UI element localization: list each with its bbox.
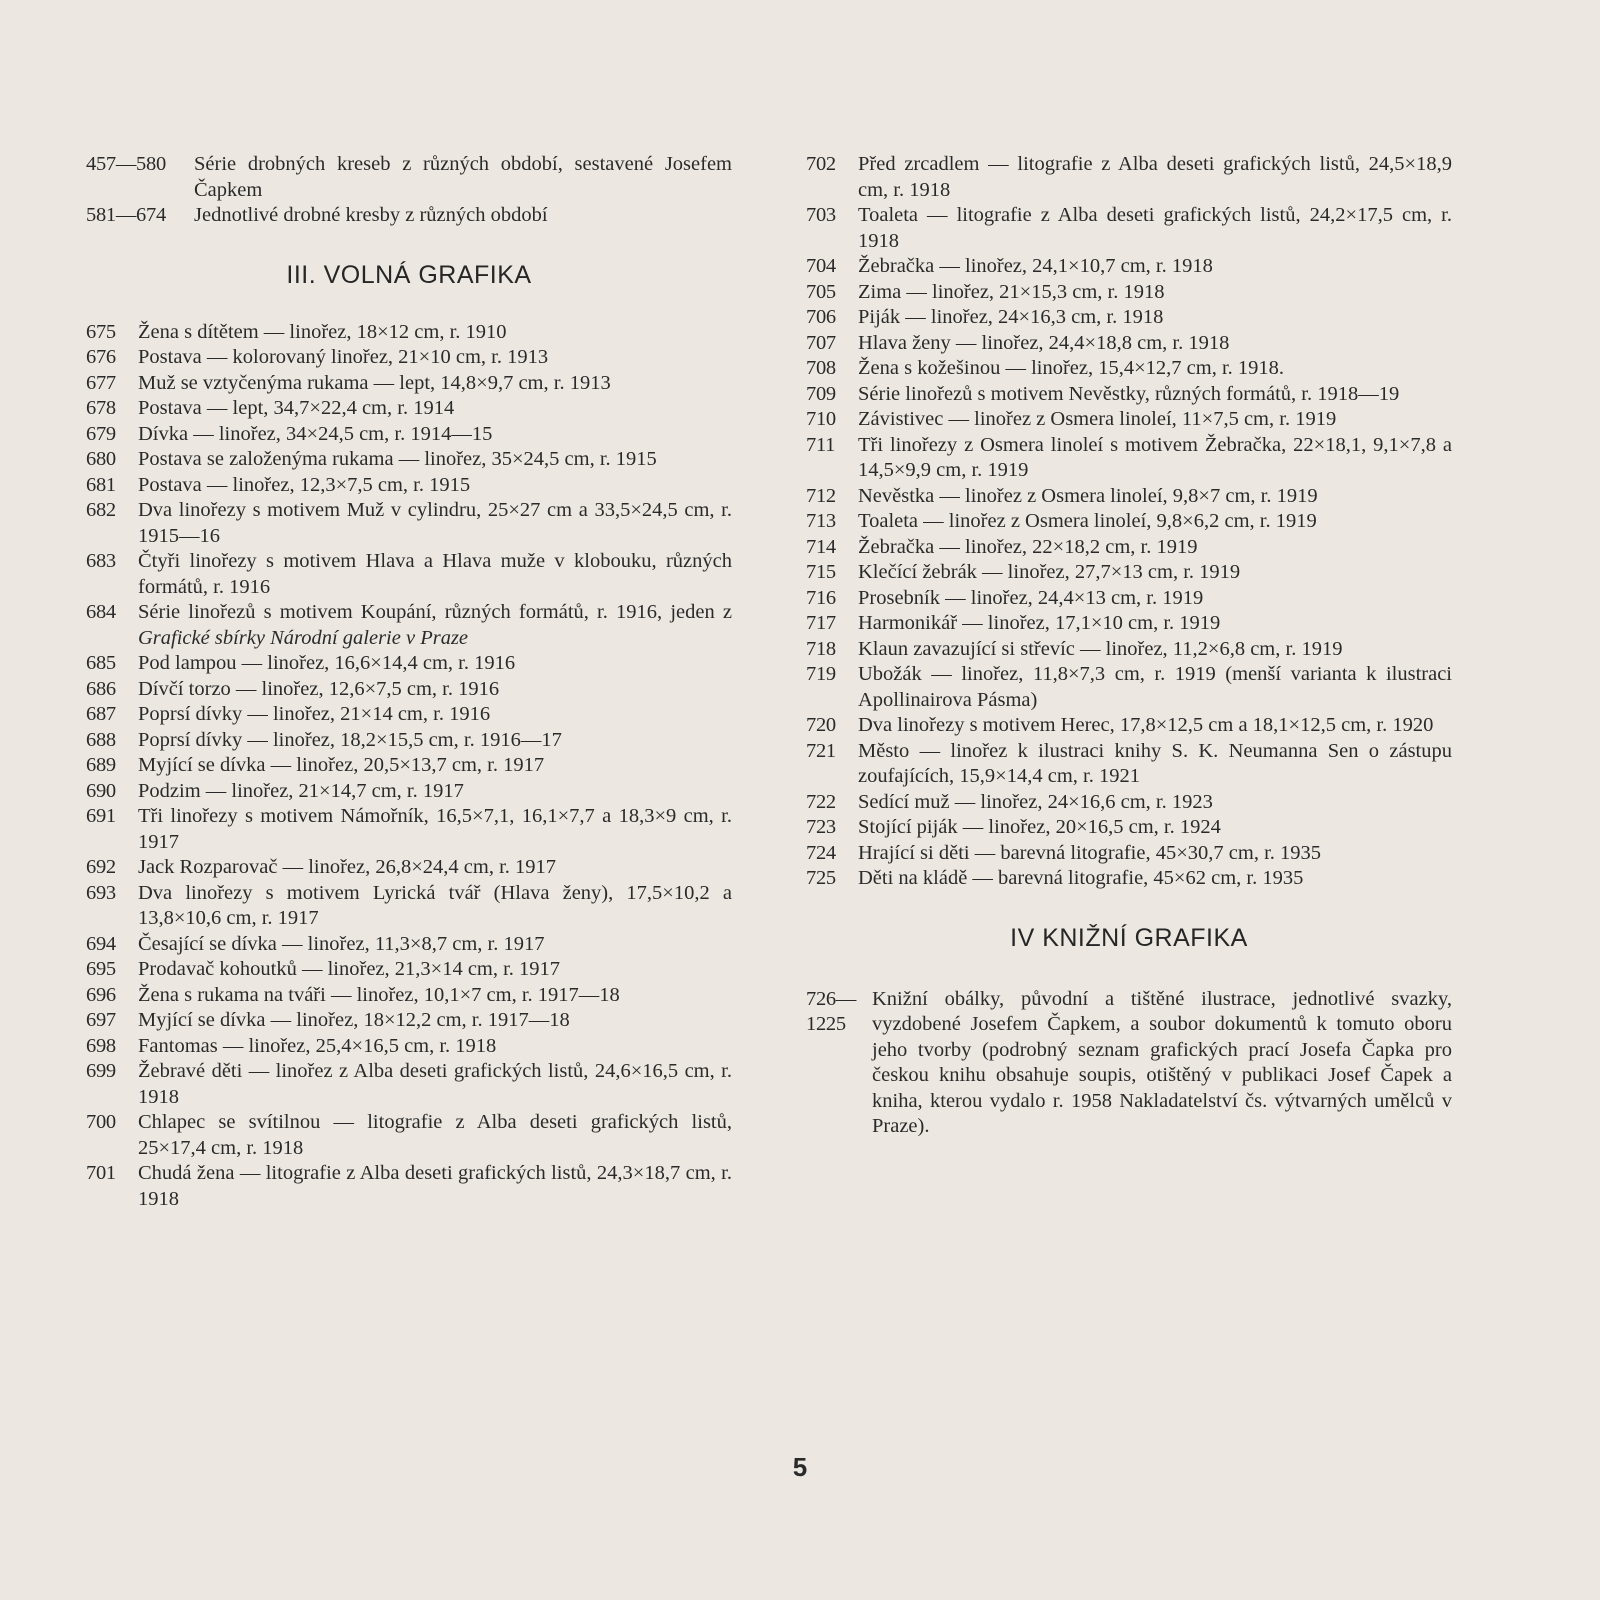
entry-text — [858, 841, 1452, 867]
entry-number: 677 — [86, 371, 116, 394]
entry-number: 693 — [86, 881, 116, 904]
entry-number: 722 — [806, 790, 836, 813]
catalogue-entry — [806, 305, 1452, 331]
entry-text-main: Myjící se dívka — linořez, 20,5×13,7 cm, r. 1917 — [138, 754, 545, 776]
entry-number: 675 — [86, 320, 116, 343]
catalogue-entry — [806, 331, 1452, 357]
entry-number: 716 — [806, 586, 836, 609]
entry-text-main: Tři linořezy z Osmera linoleí s motivem Žebračka, 22×18,1, 9,1×7,8 a 14,5×9,9 cm, r. 1919 — [858, 433, 1452, 481]
entry-text-main: Zima — linořez, 21×15,3 cm, r. 1918 — [858, 280, 1165, 303]
entry-text-main: Muž se vztyčenýma rukama — lept, 14,8×9,7 cm, r. 1913 — [138, 371, 611, 394]
catalogue-entry — [806, 407, 1452, 433]
entry-number: 702 — [806, 153, 836, 175]
entry-number: 692 — [86, 856, 116, 878]
entry-text — [858, 484, 1452, 510]
entry-text — [858, 356, 1452, 382]
catalogue-entry — [86, 855, 732, 881]
entry-text — [138, 651, 732, 677]
catalogue-entry — [86, 677, 732, 703]
entry-text-main: Poprsí dívky — linořez, 18,2×15,5 cm, r. 1916—17 — [138, 728, 562, 751]
entry-text-main: Žena s kožešinou — linořez, 15,4×12,7 cm, r. 1918. — [858, 357, 1285, 379]
entry-text — [858, 815, 1452, 841]
catalogue-entry — [86, 1034, 732, 1060]
entry-text-main: Děti na kládě — barevná litografie, 45×62 cm, r. 1935 — [858, 867, 1304, 889]
entry-text-main: Jack Rozparovač — linořez, 26,8×24,4 cm, r. 1917 — [138, 856, 557, 878]
entry-number: 703 — [806, 204, 836, 226]
entry-text — [138, 345, 732, 371]
entry-number: 676 — [86, 346, 116, 368]
entry-text-main: Prosebník — linořez, 24,4×13 cm, r. 1919 — [858, 586, 1204, 609]
entry-number: 700 — [86, 1111, 116, 1133]
entry-text — [138, 498, 732, 549]
catalogue-entry — [806, 254, 1452, 280]
catalogue-entry — [806, 560, 1452, 586]
entry-number: 581—674 — [86, 204, 166, 226]
entry-text — [138, 447, 732, 473]
entry-text-main: Jednotlivé drobné kresby z různých období — [194, 204, 548, 226]
entry-number: 457—580 — [86, 153, 166, 175]
catalogue-entry — [86, 345, 732, 371]
entry-number: 678 — [86, 397, 116, 419]
intro-entries — [86, 152, 732, 229]
entry-text — [858, 535, 1452, 561]
entry-number: 721 — [806, 739, 836, 762]
entry-text — [858, 305, 1452, 331]
left-column — [86, 152, 732, 1212]
catalogue-entry — [806, 535, 1452, 561]
catalogue-entry — [86, 447, 732, 473]
entry-number: 682 — [86, 499, 116, 521]
entry-text — [858, 203, 1452, 254]
entry-text — [138, 1034, 732, 1060]
section-heading-volna-grafika: III. VOLNÁ GRAFIKA — [286, 260, 532, 289]
entry-text-main: Postava se založenýma rukama — linořez, 35×24,5 cm, r. 1915 — [138, 448, 657, 470]
entry-text-main: Dívka — linořez, 34×24,5 cm, r. 1914—15 — [138, 422, 493, 445]
catalogue-entry — [86, 881, 732, 932]
catalogue-list-right — [806, 152, 1452, 892]
entry-text — [858, 280, 1452, 306]
entry-text — [138, 779, 732, 805]
entry-text — [138, 983, 732, 1009]
entry-number: 695 — [86, 958, 116, 980]
entry-text-main: Postava — linořez, 12,3×7,5 cm, r. 1915 — [138, 473, 471, 496]
entry-text-main: Žebračka — linořez, 22×18,2 cm, r. 1919 — [858, 535, 1198, 558]
catalogue-entry — [86, 728, 732, 754]
entry-text-main: Klaun zavazující si střevíc — linořez, 11,2×6,8 cm, r. 1919 — [858, 637, 1343, 660]
catalogue-entry — [86, 549, 732, 600]
entry-text-main: Hlava ženy — linořez, 24,4×18,8 cm, r. 1918 — [858, 331, 1230, 354]
entry-text — [858, 790, 1452, 816]
entry-text — [138, 473, 732, 499]
catalogue-entry — [806, 790, 1452, 816]
entry-text-main: Série linořezů s motivem Koupání, různých formátů, r. 1916, jeden z — [138, 601, 732, 623]
entry-text-main: Dva linořezy s motivem Muž v cylindru, 25×27 cm a 33,5×24,5 cm, r. 1915—16 — [138, 499, 732, 547]
entry-text-main: Série linořezů s motivem Nevěstky, různých formátů, r. 1918—19 — [858, 382, 1400, 405]
catalogue-entry — [86, 203, 732, 229]
catalogue-entry — [86, 498, 732, 549]
catalogue-entry — [86, 932, 732, 958]
entry-text-italic: Grafické sbírky Národní galerie v Praze — [138, 626, 469, 649]
entry-text — [194, 203, 732, 229]
entry-text — [138, 855, 732, 881]
entry-number: 704 — [806, 255, 836, 277]
entry-number: 720 — [806, 714, 836, 736]
catalogue-entry — [86, 779, 732, 805]
catalogue-entry — [86, 473, 732, 499]
catalogue-entry — [86, 422, 732, 448]
entry-text-main: Chlapec se svítilnou — litografie z Alba deseti grafických listů, 25×17,4 cm, r. 1918 — [138, 1111, 732, 1159]
entry-text — [138, 422, 732, 448]
entry-text — [858, 713, 1452, 739]
entry-text-main: Myjící se dívka — linořez, 18×12,2 cm, r. 1917—18 — [138, 1009, 570, 1031]
catalogue-entry — [806, 841, 1452, 867]
entry-text-main: Piják — linořez, 24×16,3 cm, r. 1918 — [858, 306, 1164, 328]
entry-text — [138, 728, 732, 754]
entry-text-main: Čtyři linořezy s motivem Hlava a Hlava muže v klobouku, různých formátů, r. 1916 — [138, 550, 732, 598]
entry-text — [858, 407, 1452, 433]
entry-text — [138, 1110, 732, 1161]
entry-text — [858, 586, 1452, 612]
catalogue-entry — [806, 280, 1452, 306]
entry-text-main: Dva linořezy s motivem Lyrická tvář (Hlava ženy), 17,5×10,2 a 13,8×10,6 cm, r. 1917 — [138, 881, 732, 929]
entry-text-main: Před zrcadlem — litografie z Alba deseti grafických listů, 24,5×18,9 cm, r. 1918 — [858, 153, 1452, 201]
entry-text-main: Klečící žebrák — linořez, 27,7×13 cm, r. 1919 — [858, 561, 1241, 583]
entry-number: 711 — [806, 433, 836, 456]
entry-number: 717 — [806, 612, 836, 634]
entry-text: Knižní obálky, původní a tištěné ilustrace, jednotlivé svazky, vyzdobené Josefem Čapkem, a soubor dokumentů k tomuto oboru jeho tvorby (podrobný seznam grafických prací Josefa Čapka pro českou knihu obsahuje soupis, otištěný v publikaci Josef Čapek a kniha, kterou vydalo r. 1958 Nakladatelství čs. výtvarných umělců v Praze). — [872, 987, 1452, 1137]
entry-text-main: Harmonikář — linořez, 17,1×10 cm, r. 1919 — [858, 612, 1221, 634]
catalogue-entry — [86, 753, 732, 779]
entry-number: 718 — [806, 637, 836, 660]
entry-text — [858, 331, 1452, 357]
entry-text — [138, 804, 732, 855]
entry-number: 687 — [86, 703, 116, 725]
catalogue-entry-final — [806, 987, 1452, 1140]
entry-text-main: Ubožák — linořez, 11,8×7,3 cm, r. 1919 (menší varianta k ilustraci Apollinairova Pásma) — [858, 663, 1452, 711]
entry-text-main: Postava — kolorovaný linořez, 21×10 cm, r. 1913 — [138, 346, 549, 368]
entry-text-main: Postava — lept, 34,7×22,4 cm, r. 1914 — [138, 397, 455, 419]
entry-text — [858, 662, 1452, 713]
entry-number: 679 — [86, 422, 116, 445]
entry-number: 714 — [806, 535, 836, 558]
entry-text-main: Série drobných kreseb z různých období, sestavené Josefem Čapkem — [194, 153, 732, 201]
catalogue-entry — [806, 382, 1452, 408]
catalogue-entry — [806, 509, 1452, 535]
entry-number: 684 — [86, 601, 116, 623]
catalogue-entry — [806, 586, 1452, 612]
catalogue-entry — [86, 1008, 732, 1034]
catalogue-entry — [86, 1161, 732, 1212]
entry-text — [138, 881, 732, 932]
entry-number: 680 — [86, 448, 116, 470]
catalogue-entry — [806, 815, 1452, 841]
entry-text-main: Fantomas — linořez, 25,4×16,5 cm, r. 1918 — [138, 1034, 497, 1057]
entry-text-main: Podzim — linořez, 21×14,7 cm, r. 1917 — [138, 779, 464, 802]
entry-number: 725 — [806, 867, 836, 889]
entry-text-main: Žebravé děti — linořez z Alba deseti grafických listů, 24,6×16,5 cm, r. 1918 — [138, 1060, 732, 1108]
catalogue-entry — [806, 713, 1452, 739]
entry-text — [858, 560, 1452, 586]
entry-text — [858, 382, 1452, 408]
entry-text — [138, 396, 732, 422]
entry-number: 712 — [806, 484, 836, 507]
catalogue-entry — [806, 611, 1452, 637]
entry-text-main: Žena s rukama na tváři — linořez, 10,1×7 cm, r. 1917—18 — [138, 983, 620, 1006]
entry-text — [138, 753, 732, 779]
catalogue-entry — [86, 957, 732, 983]
entry-text-main: Závistivec — linořez z Osmera linoleí, 11×7,5 cm, r. 1919 — [858, 408, 1337, 430]
catalogue-entry — [806, 637, 1452, 663]
catalogue-list-left — [86, 320, 732, 1213]
entry-number: 686 — [86, 677, 116, 700]
entry-text-main: Stojící piják — linořez, 20×16,5 cm, r. 1924 — [858, 816, 1221, 838]
entry-text — [138, 957, 732, 983]
entry-text-main: Chudá žena — litografie z Alba deseti grafických listů, 24,3×18,7 cm, r. 1918 — [138, 1162, 732, 1210]
entry-number: 683 — [86, 550, 116, 572]
entry-number: 706 — [806, 306, 836, 328]
entry-text — [194, 152, 732, 203]
entry-number: 709 — [806, 382, 836, 405]
catalogue-entry — [86, 396, 732, 422]
catalogue-entry — [806, 356, 1452, 382]
entry-text-main: Nevěstka — linořez z Osmera linoleí, 9,8×7 cm, r. 1919 — [858, 484, 1318, 507]
entry-text-main: Dva linořezy s motivem Herec, 17,8×12,5 cm a 18,1×12,5 cm, r. 1920 — [858, 714, 1434, 736]
catalogue-entry — [86, 152, 732, 203]
catalogue-entry — [806, 152, 1452, 203]
entry-number: 697 — [86, 1009, 116, 1031]
entry-number: 719 — [806, 663, 836, 685]
entry-number: 681 — [86, 473, 116, 496]
entry-number: 726—1225 — [806, 987, 857, 1035]
entry-number: 698 — [86, 1034, 116, 1057]
entry-text-main: Hrající si děti — barevná litografie, 45×30,7 cm, r. 1935 — [858, 841, 1322, 864]
entry-number: 710 — [806, 408, 836, 430]
entry-text-main: Žena s dítětem — linořez, 18×12 cm, r. 1910 — [138, 320, 507, 343]
entry-number: 696 — [86, 983, 116, 1006]
entry-text — [138, 549, 732, 600]
catalogue-entry — [86, 320, 732, 346]
entry-number: 694 — [86, 932, 116, 955]
catalogue-entry — [806, 433, 1452, 484]
entry-text — [858, 509, 1452, 535]
entry-text — [138, 677, 732, 703]
entry-text — [138, 932, 732, 958]
entry-text — [858, 254, 1452, 280]
entry-text — [138, 320, 732, 346]
entry-text-main: Česající se dívka — linořez, 11,3×8,7 cm, r. 1917 — [138, 932, 545, 955]
entry-text — [858, 152, 1452, 203]
catalogue-entry — [86, 651, 732, 677]
entry-text — [138, 600, 732, 651]
entry-number: 691 — [86, 805, 116, 827]
entry-number: 685 — [86, 652, 116, 674]
entry-text — [138, 371, 732, 397]
entry-text — [138, 1059, 732, 1110]
entry-text-main: Poprsí dívky — linořez, 21×14 cm, r. 1916 — [138, 703, 491, 725]
entry-text — [858, 611, 1452, 637]
catalogue-entry — [86, 371, 732, 397]
entry-text — [138, 702, 732, 728]
catalogue-entry — [806, 484, 1452, 510]
entry-text — [858, 637, 1452, 663]
catalogue-entry — [86, 804, 732, 855]
catalogue-entry — [806, 662, 1452, 713]
entry-number: 705 — [806, 280, 836, 303]
entry-number: 715 — [806, 561, 836, 583]
catalogue-entry — [86, 600, 732, 651]
entry-text — [138, 1161, 732, 1212]
entry-number: 701 — [86, 1162, 116, 1184]
entry-text-main: Pod lampou — linořez, 16,6×14,4 cm, r. 1916 — [138, 652, 516, 674]
entry-number: 707 — [806, 331, 836, 354]
entry-text-main: Toaleta — linořez z Osmera linoleí, 9,8×6,2 cm, r. 1919 — [858, 510, 1317, 532]
entry-text-main: Toaleta — litografie z Alba deseti grafických listů, 24,2×17,5 cm, r. 1918 — [858, 204, 1452, 252]
entry-text-main: Prodavač kohoutků — linořez, 21,3×14 cm, r. 1917 — [138, 958, 561, 980]
catalogue-entry — [86, 1110, 732, 1161]
catalogue-entry — [806, 203, 1452, 254]
catalogue-entry — [86, 983, 732, 1009]
entry-number: 713 — [806, 510, 836, 532]
section-heading-knizni-grafika: IV KNIŽNÍ GRAFIKA — [1010, 923, 1248, 952]
entry-text-main: Dívčí torzo — linořez, 12,6×7,5 cm, r. 1916 — [138, 677, 500, 700]
entry-text-main: Tři linořezy s motivem Námořník, 16,5×7,1, 16,1×7,7 a 18,3×9 cm, r. 1917 — [138, 805, 732, 853]
page-number: 5 — [792, 1452, 808, 1482]
entry-number: 724 — [806, 841, 836, 864]
entry-number: 688 — [86, 728, 116, 751]
catalogue-entry — [806, 739, 1452, 790]
entry-text-main: Žebračka — linořez, 24,1×10,7 cm, r. 1918 — [858, 255, 1213, 277]
entry-text — [858, 433, 1452, 484]
entry-text — [858, 866, 1452, 892]
entry-number: 690 — [86, 779, 116, 802]
catalogue-entry — [86, 1059, 732, 1110]
right-column — [806, 152, 1452, 1140]
entry-text-main: Sedící muž — linořez, 24×16,6 cm, r. 1923 — [858, 790, 1213, 813]
entry-text-main: Město — linořez k ilustraci knihy S. K. Neumanna Sen o zástupu zoufajících, 15,9×14,4 cm, r. 1921 — [858, 739, 1452, 787]
catalogue-entry — [806, 866, 1452, 892]
entry-number: 708 — [806, 357, 836, 379]
catalogue-entry — [86, 702, 732, 728]
entry-number: 699 — [86, 1060, 116, 1082]
entry-number: 723 — [806, 816, 836, 838]
entry-text — [858, 739, 1452, 790]
entry-number: 689 — [86, 754, 116, 776]
entry-text — [138, 1008, 732, 1034]
